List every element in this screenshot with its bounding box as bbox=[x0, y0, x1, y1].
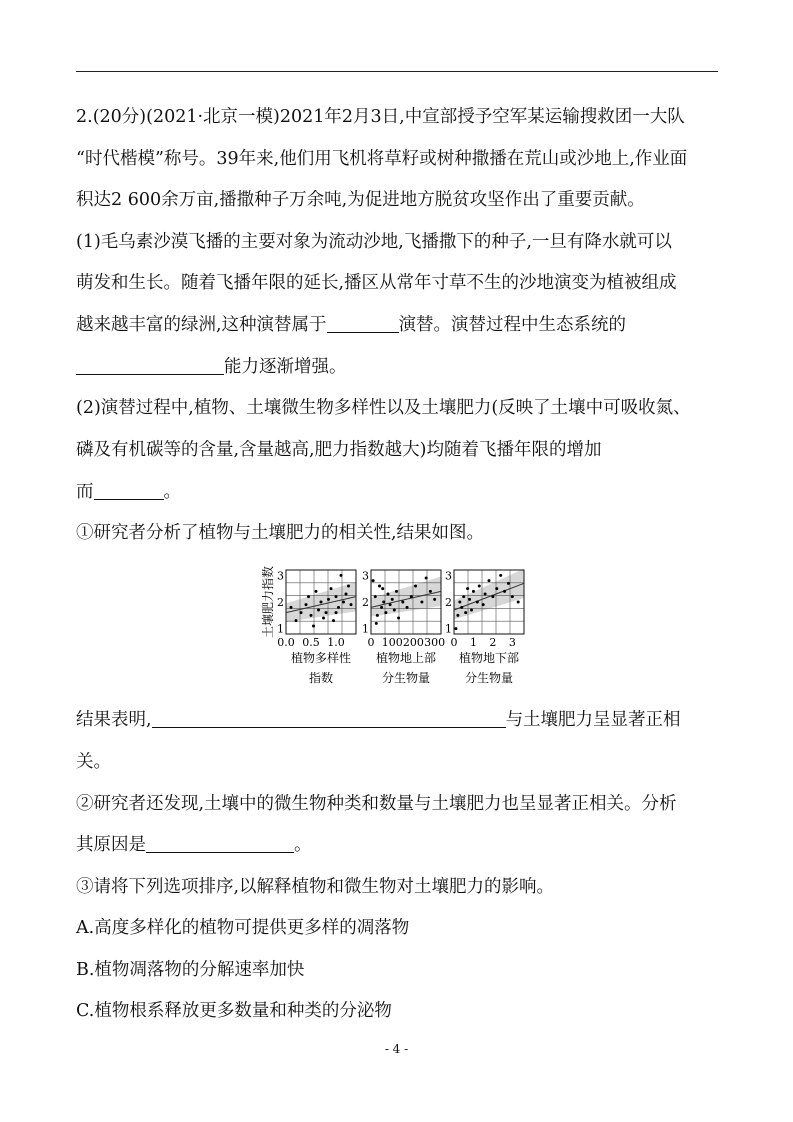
data-point bbox=[300, 611, 303, 614]
part1-text-b: 演替。演替过程中生态系统的 bbox=[398, 315, 627, 335]
x-tick-label: 1 bbox=[469, 636, 477, 649]
data-point bbox=[395, 590, 398, 593]
data-point bbox=[384, 611, 387, 614]
data-point bbox=[337, 606, 340, 609]
page-number: - 4 - bbox=[384, 1042, 409, 1056]
data-point bbox=[391, 598, 394, 601]
data-point bbox=[393, 609, 396, 612]
data-point bbox=[381, 587, 384, 590]
result-line-1 bbox=[76, 709, 681, 731]
result-text-a: 结果表明, bbox=[76, 710, 152, 730]
y-tick-label: 3 bbox=[445, 569, 452, 583]
y-tick-label: 1 bbox=[445, 622, 452, 636]
data-point bbox=[414, 585, 417, 588]
data-point bbox=[499, 574, 502, 577]
part1-line-2: 萌发和生长。随着飞播年限的延长,播区从常年寸草不生的沙地演变为植被组成 bbox=[76, 273, 677, 293]
data-point bbox=[382, 601, 385, 604]
data-point bbox=[433, 598, 436, 601]
data-point bbox=[380, 606, 383, 609]
data-point bbox=[425, 577, 428, 580]
data-point bbox=[335, 611, 338, 614]
data-point bbox=[350, 603, 353, 606]
data-point bbox=[472, 590, 475, 593]
part2-text-b: 。 bbox=[163, 482, 181, 502]
data-point bbox=[374, 595, 377, 598]
x-tick-label: 200 bbox=[402, 636, 424, 649]
y-axis-label: 土壤肥力指数 bbox=[261, 565, 275, 639]
option-c: C.植物根系释放更多数量和种类的分泌物 bbox=[76, 1001, 392, 1021]
data-point bbox=[327, 598, 330, 601]
data-point bbox=[320, 601, 323, 604]
x-tick-label: 1.0 bbox=[327, 636, 345, 649]
data-point bbox=[462, 595, 465, 598]
y-tick-label: 3 bbox=[277, 569, 284, 583]
result-text-b: 与土壤肥力呈显著正相 bbox=[505, 710, 681, 730]
data-point bbox=[376, 614, 379, 617]
data-point bbox=[340, 574, 343, 577]
x-axis-label: 分生物量 bbox=[381, 671, 431, 685]
x-tick-label: 0.5 bbox=[302, 636, 320, 649]
data-point bbox=[322, 617, 325, 620]
x-tick-label: 3 bbox=[508, 636, 516, 649]
data-point bbox=[307, 595, 310, 598]
data-point bbox=[460, 606, 463, 609]
sub2-line-1: ②研究者还发现,土壤中的微生物种类和数量与土壤肥力也呈显著正相关。分析 bbox=[76, 794, 677, 814]
x-axis-label: 分生物量 bbox=[464, 671, 514, 685]
part2-line-2: 磷及有机碳等的含量,含量越高,肥力指数越大)均随着飞播年限的增加 bbox=[76, 440, 602, 460]
x-axis-label: 植物地下部 bbox=[458, 651, 520, 665]
data-point bbox=[491, 595, 494, 598]
stem-line-1: 2.(20分)(2021·北京一模)2021年2月3日,中宣部授予空军某运输搜救团一大队 bbox=[76, 107, 685, 127]
data-point bbox=[484, 593, 487, 596]
data-point bbox=[495, 587, 498, 590]
x-tick-label: 0 bbox=[450, 636, 458, 649]
data-point bbox=[456, 614, 459, 617]
data-point bbox=[386, 593, 389, 596]
data-point bbox=[468, 598, 471, 601]
data-point bbox=[345, 593, 348, 596]
data-point bbox=[315, 590, 318, 593]
data-point bbox=[476, 601, 479, 604]
data-point bbox=[317, 609, 320, 612]
x-axis-label: 植物地上部 bbox=[375, 651, 437, 665]
y-tick-label: 3 bbox=[362, 569, 369, 583]
part2-line-3 bbox=[76, 481, 181, 503]
scatter-figure bbox=[258, 562, 538, 686]
data-point bbox=[507, 582, 510, 585]
x-tick-label: 0.0 bbox=[277, 636, 295, 649]
x-tick-label: 300 bbox=[424, 636, 446, 649]
data-point bbox=[511, 595, 514, 598]
data-point bbox=[470, 609, 473, 612]
sub2-text-a: 其原因是 bbox=[76, 835, 146, 855]
y-tick-label: 1 bbox=[362, 622, 369, 636]
data-point bbox=[342, 601, 345, 604]
data-point bbox=[295, 619, 298, 622]
x-axis-label: 指数 bbox=[308, 671, 334, 685]
data-point bbox=[290, 606, 293, 609]
option-a: A.高度多样化的植物可提供更多样的凋落物 bbox=[76, 918, 410, 938]
data-point bbox=[401, 601, 404, 604]
data-point bbox=[478, 585, 481, 588]
data-point bbox=[347, 585, 350, 588]
data-point bbox=[454, 627, 457, 630]
result-line-2: 关。 bbox=[76, 752, 111, 772]
y-tick-label: 2 bbox=[362, 596, 369, 609]
answer-blank-stability[interactable] bbox=[76, 356, 224, 375]
data-point bbox=[503, 590, 506, 593]
answer-blank-succession-type[interactable] bbox=[327, 314, 399, 333]
x-axis-label: 植物多样性 bbox=[290, 651, 352, 665]
data-point bbox=[325, 611, 328, 614]
data-point bbox=[372, 579, 375, 582]
data-point bbox=[482, 603, 485, 606]
sub3-line: ③请将下列选项排序,以解释植物和微生物对土壤肥力的影响。 bbox=[76, 877, 555, 897]
stem-line-3: 积达2 600余万亩,播撒种子万余吨,为促进地方脱贫攻坚作出了重要贡献。 bbox=[76, 190, 645, 210]
sub2-text-b: 。 bbox=[294, 835, 312, 855]
y-tick-label: 2 bbox=[445, 596, 452, 609]
data-point bbox=[464, 611, 467, 614]
part1-text-c: 能力逐渐增强。 bbox=[224, 357, 347, 377]
part1-line-4 bbox=[76, 356, 347, 378]
part2-text-a: 而 bbox=[76, 482, 94, 502]
data-point bbox=[429, 590, 432, 593]
data-point bbox=[305, 603, 308, 606]
data-point bbox=[397, 617, 400, 620]
answer-blank-result[interactable] bbox=[152, 709, 506, 728]
data-point bbox=[332, 619, 335, 622]
x-tick-label: 0 bbox=[367, 636, 375, 649]
data-point bbox=[330, 587, 333, 590]
part1-line-1: (1)毛乌素沙漠飞播的主要对象为流动沙地,飞播撒下的种子,一旦有降水就可以 bbox=[76, 232, 672, 252]
data-point bbox=[458, 601, 461, 604]
y-tick-label: 1 bbox=[277, 622, 284, 636]
x-tick-label: 100 bbox=[381, 636, 403, 649]
option-b: B.植物凋落物的分解速率加快 bbox=[76, 960, 305, 980]
data-point bbox=[378, 585, 381, 588]
data-point bbox=[488, 579, 491, 582]
data-point bbox=[406, 606, 409, 609]
data-point bbox=[410, 595, 413, 598]
answer-blank-reason[interactable] bbox=[146, 834, 294, 853]
answer-blank-trend[interactable] bbox=[94, 481, 164, 500]
header-rule bbox=[76, 71, 718, 72]
data-point bbox=[310, 614, 313, 617]
y-tick-label: 2 bbox=[277, 596, 284, 609]
scatter-charts bbox=[258, 562, 538, 686]
part1-text-a: 越来越丰富的绿洲,这种演替属于 bbox=[76, 315, 327, 335]
x-tick-label: 2 bbox=[489, 636, 497, 649]
sub2-line-2 bbox=[76, 834, 312, 856]
data-point bbox=[466, 587, 469, 590]
data-point bbox=[335, 595, 338, 598]
part2-line-1: (2)演替过程中,植物、土壤微生物多样性以及土壤肥力(反映了土壤中可吸收氮、 bbox=[76, 398, 691, 418]
sub1-line: ①研究者分析了植物与土壤肥力的相关性,结果如图。 bbox=[76, 523, 485, 543]
stem-line-2: “时代楷模”称号。39年来,他们用飞机将草籽或树种撒播在荒山或沙地上,作业面 bbox=[76, 149, 688, 169]
data-point bbox=[389, 603, 392, 606]
data-point bbox=[312, 625, 315, 628]
part1-line-3 bbox=[76, 314, 626, 336]
data-point bbox=[517, 601, 520, 604]
data-point bbox=[420, 601, 423, 604]
data-point bbox=[375, 622, 378, 625]
